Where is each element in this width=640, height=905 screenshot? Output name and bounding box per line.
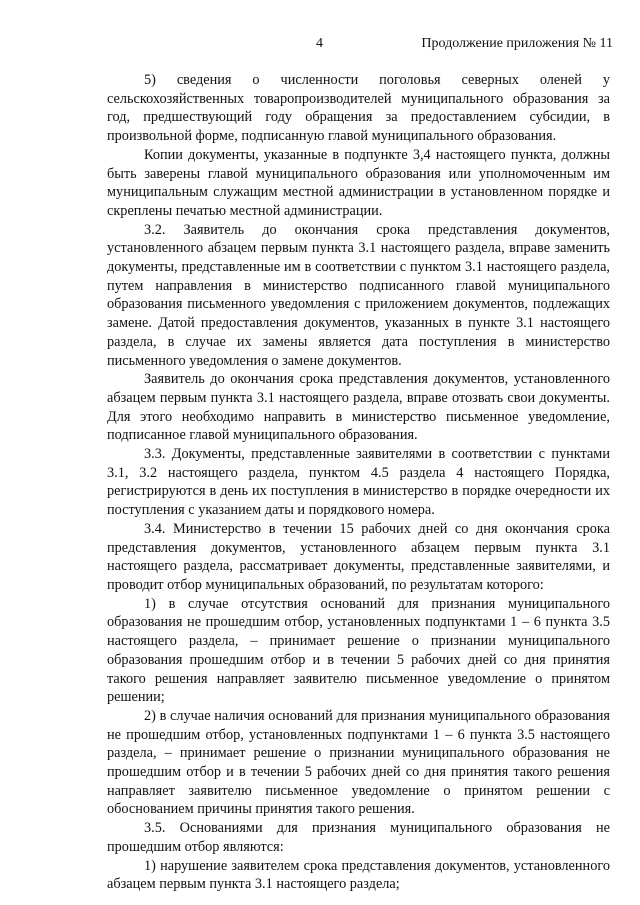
paragraph: 1) нарушение заявителем срока представления документов, установленного абзацем первым пункта 3.1 настоящего раздела;	[107, 857, 610, 893]
paragraph: Копии документы, указанные в подпункте 3,4 настоящего пункта, должны быть заверены главой муниципального образования или уполномоченным им муниципальным служащим местной администрации в установленном порядке и скреплены печатью местной администрации.	[107, 146, 610, 219]
paragraph: Заявитель до окончания срока представления документов, установленного абзацем первым пункта 3.1 настоящего раздела, вправе отозвать свои документы. Для этого необходимо направить в министерство письменное уведомление, подписанное главой муниципального образования.	[107, 371, 610, 444]
paragraph: 5) сведения о численности поголовья северных оленей у сельскохозяйственных товаропроизводителей муниципального образования за год, предшествующий году обращения за предоставлением субсидии, в произвольной форме, подписанную главой муниципального образования.	[107, 72, 610, 145]
page-number: 4	[316, 36, 323, 51]
paragraph: 3.4. Министерство в течении 15 рабочих дней со дня окончания срока представления документов, установленного абзацем первым пункта 3.1 настоящего раздела, рассматривает документы, представленные заявителями, и проводит отбор муниципальных образований, по результатам которого:	[107, 520, 610, 593]
appendix-continuation-header: Продолжение приложения № 11	[421, 36, 613, 51]
document-body	[107, 71, 610, 894]
paragraph: 2) в случае наличия оснований для признания муниципального образования не прошедшим отбор, установленных подпунктами 1 – 6 пункта 3.5 настоящего раздела, – принимает решение о признании муниципального образования не прошедшим отбор и в течении 5 рабочих дней со дня принятия такого решения направляет заявителю письменное уведомление о принятом решении с обоснованием причины принятия такого решения.	[107, 707, 610, 818]
paragraph: 3.3. Документы, представленные заявителями в соответствии с пунктами 3.1, 3.2 настоящего раздела, пунктом 4.5 раздела 4 настоящего Порядка, регистрируются в день их поступления в министерство в порядке очередности их поступления с указанием даты и порядкового номера.	[107, 446, 610, 519]
paragraph: 1) в случае отсутствия оснований для признания муниципального образования не прошедшим отбор, установленных подпунктами 1 – 6 пункта 3.5 настоящего раздела, – принимает решение о признании муниципального образования прошедшим отбор и в течении 5 рабочих дней со дня принятия такого решения направляет заявителю письменное уведомление о принятом решении;	[107, 595, 610, 706]
paragraph: 3.2. Заявитель до окончания срока представления документов, установленного абзацем первым пункта 3.1 настоящего раздела, вправе заменить документы, представленные им в соответствии с пунктом 3.1 настоящего раздела, путем направления в министерство подписанного главой муниципального образования письменного уведомления с приложением документов, подлежащих замене. Датой предоставления документов, указанных в пункте 3.1 настоящего раздела, в случае их замены является дата поступления в министерство письменного уведомления о замене документов.	[107, 221, 610, 369]
paragraph: 3.5. Основаниями для признания муниципального образования не прошедшим отбор являются:	[107, 820, 610, 855]
